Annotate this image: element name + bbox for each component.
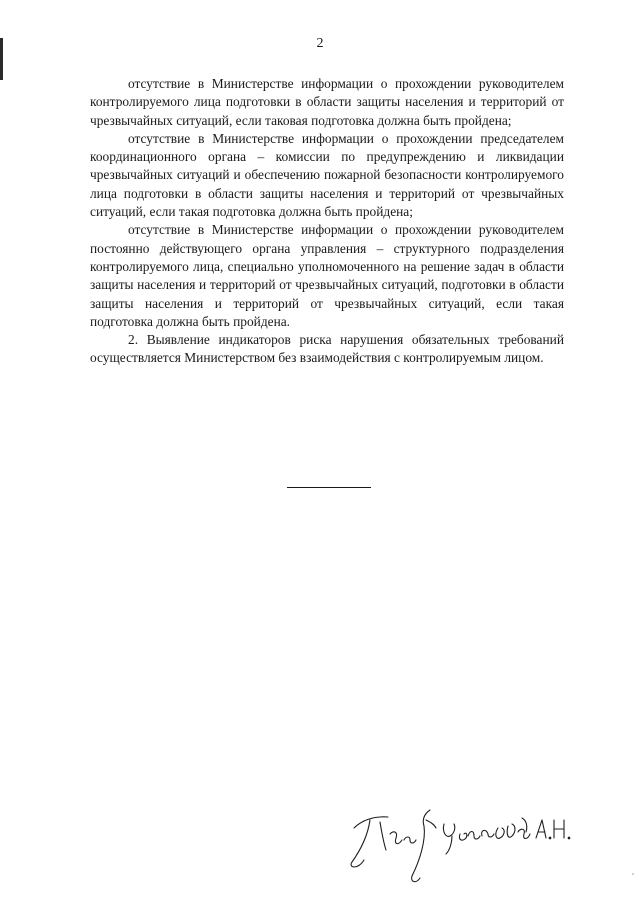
handwritten-signature: [340, 790, 580, 890]
end-of-text-divider: [287, 487, 371, 488]
scan-speck: [632, 873, 634, 875]
paragraph-indicator-head-training: отсутствие в Министерстве информации о прохождении руководителем контролируемого лица подготовки в области защиты населения и территорий от чрезвычайных ситуаций, если таковая подготовка должна быть пройдена;: [90, 76, 564, 128]
document-body: [90, 75, 564, 368]
paragraph-risk-indicators-detection: 2. Выявление индикаторов риска нарушения обязательных требований осуществляется Министерством без взаимодействия с контролируемым лицом.: [90, 332, 564, 366]
paragraph-indicator-management-body-training: отсутствие в Министерстве информации о прохождении руководителем постоянно действующего органа управления – структурного подразделения контролируемого лица, специально уполномоченного на решение задач в области защиты населения и территорий от чрезвычайных ситуаций, подготовки в области защиты населения и территорий от чрезвычайных ситуаций, если такая подготовка должна быть пройдена.: [90, 222, 564, 329]
paragraph-indicator-commission-chair-training: отсутствие в Министерстве информации о прохождении председателем координационного органа – комиссии по предупреждению и ликвидации чрезвычайных ситуаций и обеспечению пожарной безопасности контролируемого лица подготовки в области защиты населения и территорий от чрезвычайных ситуаций, если такая подготовка должна быть пройдена;: [90, 130, 564, 220]
page-number: 2: [316, 36, 324, 51]
